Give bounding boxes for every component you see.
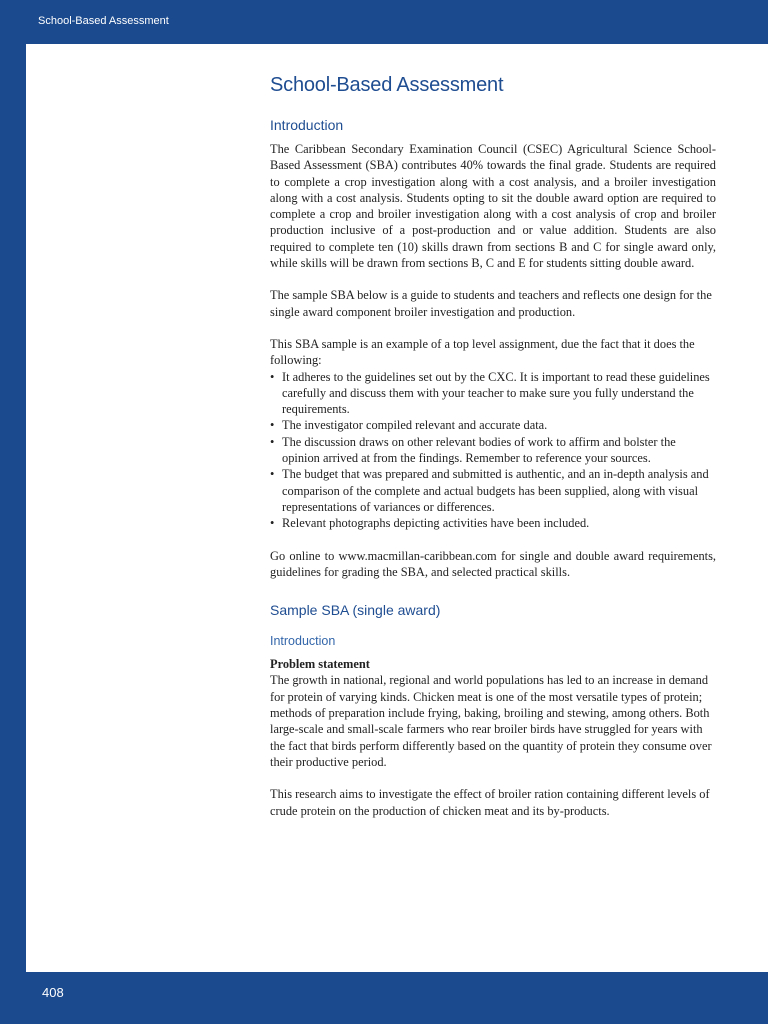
sample-paragraph-1: The growth in national, regional and world populations has led to an increase in demand for protein of varying kinds. Chicken meat is one of the most versatile types of protein; methods of preparation include frying, baking, broiling and stewing, among others. Both large-scale and small-scale farmers who rear broiler birds have struggled for years with the fact that birds perform differently based on the quantity of protein they consume over their productive period. [270, 673, 712, 769]
list-item: • The discussion draws on other relevant bodies of work to affirm and bolster the opinion arrived at from the findings. Remember to reference your sources. [270, 434, 716, 467]
list-item: • The budget that was prepared and submitted is authentic, and an in-depth analysis and comparison of the complete and actual budgets has been supplied, along with visual representations of variances or differences. [270, 466, 716, 515]
intro-paragraph-4: Go online to www.macmillan-caribbean.com for single and double award requirements, guidelines for grading the SBA, and selected practical skills. [270, 548, 716, 579]
list-item: • Relevant photographs depicting activities have been included. [270, 515, 716, 531]
running-head: School-Based Assessment [38, 15, 169, 27]
content-column [270, 74, 716, 819]
sample-heading: Sample SBA (single award) [270, 602, 441, 619]
sample-paragraph-2: This research aims to investigate the effect of broiler ration containing different levels of crude protein on the production of chicken meat and its by-products. [270, 787, 710, 818]
list-item: • It adheres to the guidelines set out by the CXC. It is important to read these guidelines carefully and discuss them with your teacher to make sure you fully understand the requirements. [270, 369, 716, 418]
intro-paragraph-3: This SBA sample is an example of a top level assignment, due the fact that it does the following: [270, 336, 695, 368]
intro-heading: Introduction [270, 117, 344, 133]
intro-bullet-list [270, 369, 716, 532]
sample-subheading: Introduction [270, 634, 336, 649]
problem-statement-label: Problem statement [270, 657, 370, 672]
intro-paragraph-1: The Caribbean Secondary Examination Council (CSEC) Agricultural Science School-Based Assessment (SBA) contributes 40% towards the final grade. Students are required to complete a crop investigation along with a cost analysis, and a broiler investigation along with a cost analysis. Students opting to sit the double award option are required to complete a crop and broiler investigation along with a cost analysis of crop and broiler production inclusive of a post-production and or value addition. Students are also required to complete ten (10) skills drawn from sections B and C for single award only, while skills will be drawn from sections B, C and E for students sitting double award. [270, 142, 716, 271]
list-item: • The investigator compiled relevant and accurate data. [270, 417, 716, 433]
header-strip [0, 0, 768, 44]
intro-paragraph-2: The sample SBA below is a guide to students and teachers and reflects one design for the single award component broiler investigation and production. [270, 288, 712, 319]
page-number: 408 [42, 985, 64, 1000]
page-body [26, 44, 768, 972]
page-title: School-Based Assessment [270, 74, 504, 96]
